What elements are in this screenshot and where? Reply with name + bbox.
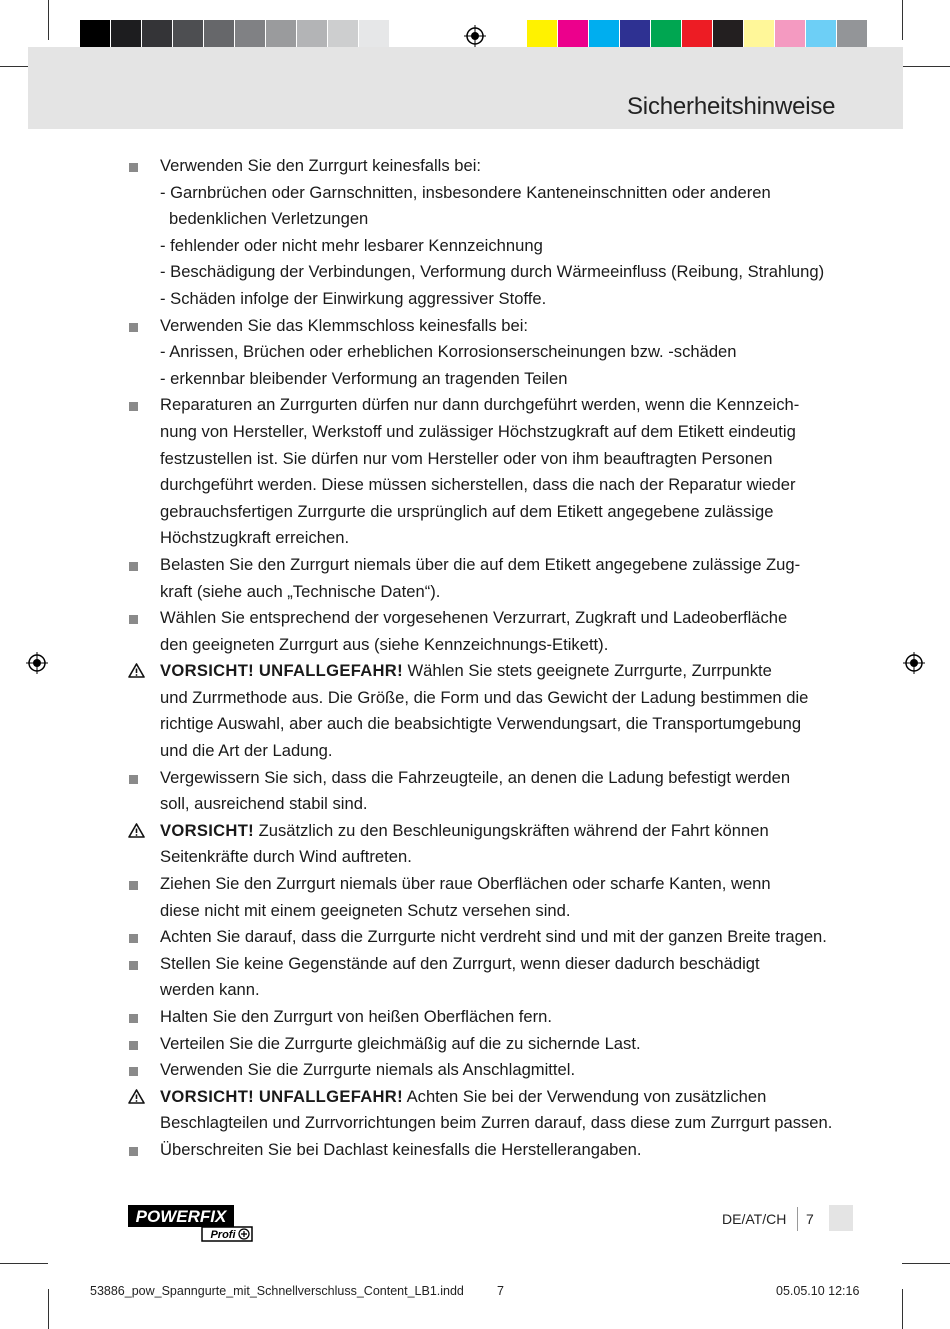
warning-triangle-icon [128, 1084, 148, 1113]
text-line: gebrauchsfertigen Zurrgurte die ursprünglich auf dem Etikett angegebene zulässige [160, 501, 774, 521]
warning-item [128, 658, 828, 764]
text-line: Verwenden Sie den Zurrgurt keinesfalls bei: [160, 156, 481, 175]
text-line: werden kann. [160, 980, 260, 1000]
warning-text: Zusätzlich zu den Beschleunigungskräften während der Fahrt können [253, 820, 769, 840]
safety-instructions-list [128, 153, 833, 1164]
warning-text: Wählen Sie stets geeignete Zurrgurte, Zurrpunkte [402, 661, 772, 681]
svg-text:POWERFIX: POWERFIX [135, 1207, 227, 1226]
text-line: Belasten Sie den Zurrgurt niemals über die auf dem Etikett angegebene zulässige Zug- [160, 554, 801, 574]
text-line: kraft (siehe auch „Technische Daten“). [160, 581, 441, 601]
list-item [128, 313, 828, 393]
page-number: 7 [806, 1211, 814, 1227]
list-item [128, 605, 828, 658]
warning-triangle-icon [128, 818, 148, 847]
sub-item: bedenklichen Verletzungen [169, 209, 369, 229]
sub-item: - Beschädigung der Verbindungen, Verformung durch Wärmeeinfluss (Reibung, Strahlung) [160, 262, 825, 282]
list-item [128, 871, 828, 924]
list-item [128, 1137, 828, 1164]
text-line: durchgeführt werden. Diese müssen sicherstellen, dass die nach der Reparatur wieder [160, 475, 796, 495]
list-item [128, 1004, 828, 1031]
list-item [128, 153, 828, 313]
text-line: Überschreiten Sie bei Dachlast keinesfalls die Herstellerangaben. [160, 1139, 642, 1159]
square-bullet-icon [128, 313, 148, 341]
warning-label: VORSICHT! UNFALLGEFAHR! [160, 661, 403, 681]
crop-mark [48, 0, 49, 40]
text-line: den geeigneten Zurrgurt aus (siehe Kennzeichnungs-Etikett). [160, 634, 609, 654]
list-item [128, 392, 828, 552]
crop-mark [902, 66, 950, 67]
text-line: Stellen Sie keine Gegenstände auf den Zurrgurt, wenn dieser dadurch beschädigt [160, 953, 760, 973]
registration-mark-icon [464, 25, 486, 47]
square-bullet-icon [128, 1031, 148, 1059]
list-item [128, 552, 828, 605]
text-line: Ziehen Sie den Zurrgurt niemals über raue Oberflächen oder scharfe Kanten, wenn [160, 874, 771, 894]
crop-mark [48, 1289, 49, 1329]
page-title: Sicherheitshinweise [627, 93, 836, 120]
text-line: Verteilen Sie die Zurrgurte gleichmäßig auf die zu sichernde Last. [160, 1033, 641, 1053]
square-bullet-icon [128, 871, 148, 899]
text-line: und die Art der Ladung. [160, 741, 333, 761]
list-item [128, 765, 828, 818]
sub-item: - Anrissen, Brüchen oder erheblichen Korrosionserscheinungen bzw. -schäden [160, 342, 737, 362]
sub-item: - Schäden infolge der Einwirkung aggressiver Stoffe. [160, 288, 547, 308]
list-item [128, 924, 828, 951]
text-line: Seitenkräfte durch Wind auftreten. [160, 847, 412, 867]
square-bullet-icon [128, 765, 148, 793]
crop-mark [902, 1289, 903, 1329]
slug-page: 7 [497, 1284, 504, 1298]
text-line: Achten Sie darauf, dass die Zurrgurte nicht verdreht sind und mit der ganzen Breite tragen. [160, 927, 827, 947]
square-bullet-icon [128, 924, 148, 952]
list-item [128, 951, 828, 1004]
registration-mark-icon [26, 652, 48, 674]
text-line: Verwenden Sie die Zurrgurte niemals als Anschlagmittel. [160, 1060, 576, 1080]
square-bullet-icon [128, 605, 148, 633]
sub-item: - erkennbar bleibender Verformung an tragenden Teilen [160, 368, 568, 388]
text-line: Reparaturen an Zurrgurten dürfen nur dann durchgeführt werden, wenn die Kennzeich- [160, 395, 800, 415]
slug-filename: 53886_pow_Spanngurte_mit_Schnellverschluss_Content_LB1.indd [90, 1284, 464, 1298]
text-line: Vergewissern Sie sich, dass die Fahrzeugteile, an denen die Ladung befestigt werden [160, 767, 791, 787]
svg-text:Profi: Profi [210, 1229, 236, 1241]
text-line: nung von Hersteller, Werkstoff und zulässiger Höchstzugkraft auf dem Etikett eindeutig [160, 421, 796, 441]
warning-line [160, 818, 828, 845]
text-line: und Zurrmethode aus. Die Größe, die Form und das Gewicht der Ladung bestimmen die [160, 687, 809, 707]
warning-item [128, 818, 828, 871]
crop-mark [0, 1263, 48, 1264]
crop-mark [902, 0, 903, 40]
page-tab [829, 1205, 853, 1231]
square-bullet-icon [128, 153, 148, 181]
warning-label: VORSICHT! UNFALLGEFAHR! [160, 1086, 403, 1106]
square-bullet-icon [128, 1004, 148, 1032]
text-line: diese nicht mit einem geeigneten Schutz versehen sind. [160, 900, 571, 920]
square-bullet-icon [128, 951, 148, 979]
sub-item: - fehlender oder nicht mehr lesbarer Kennzeichnung [160, 235, 543, 255]
warning-line [160, 1084, 828, 1111]
square-bullet-icon [128, 392, 148, 420]
square-bullet-icon [128, 1137, 148, 1165]
list-item [128, 1031, 828, 1058]
warning-text: Achten Sie bei der Verwendung von zusätzlichen [402, 1086, 767, 1106]
text-line: Wählen Sie entsprechend der vorgesehenen Verzurrart, Zugkraft und Ladeoberfläche [160, 608, 788, 628]
text-line: Verwenden Sie das Klemmschloss keinesfalls bei: [160, 315, 529, 335]
powerfix-logo [128, 1205, 254, 1243]
text-line: Höchstzugkraft erreichen. [160, 528, 350, 548]
list-item [128, 1057, 828, 1084]
square-bullet-icon [128, 552, 148, 580]
warning-triangle-icon [128, 658, 148, 687]
text-line: soll, ausreichend stabil sind. [160, 794, 368, 814]
crop-mark [902, 1263, 950, 1264]
slug-date: 05.05.10 12:16 [776, 1284, 860, 1298]
text-line: festzustellen ist. Sie dürfen nur vom Hersteller oder von ihm beauftragten Personen [160, 448, 773, 468]
sub-item: - Garnbrüchen oder Garnschnitten, insbesondere Kanteneinschnitten oder anderen [160, 182, 771, 202]
divider [797, 1207, 798, 1231]
warning-item [128, 1084, 833, 1137]
region-label: DE/AT/CH [722, 1211, 787, 1227]
warning-label: VORSICHT! [160, 820, 254, 840]
warning-line [160, 658, 828, 685]
registration-mark-icon [903, 652, 925, 674]
square-bullet-icon [128, 1057, 148, 1085]
text-line: Beschlagteilen und Zurrvorrichtungen beim Zurren darauf, dass diese zum Zurrgurt passen. [160, 1113, 833, 1133]
text-line: Halten Sie den Zurrgurt von heißen Oberflächen fern. [160, 1007, 553, 1026]
text-line: richtige Auswahl, aber auch die beabsichtigte Verwendungsart, die Transportumgebung [160, 714, 802, 734]
